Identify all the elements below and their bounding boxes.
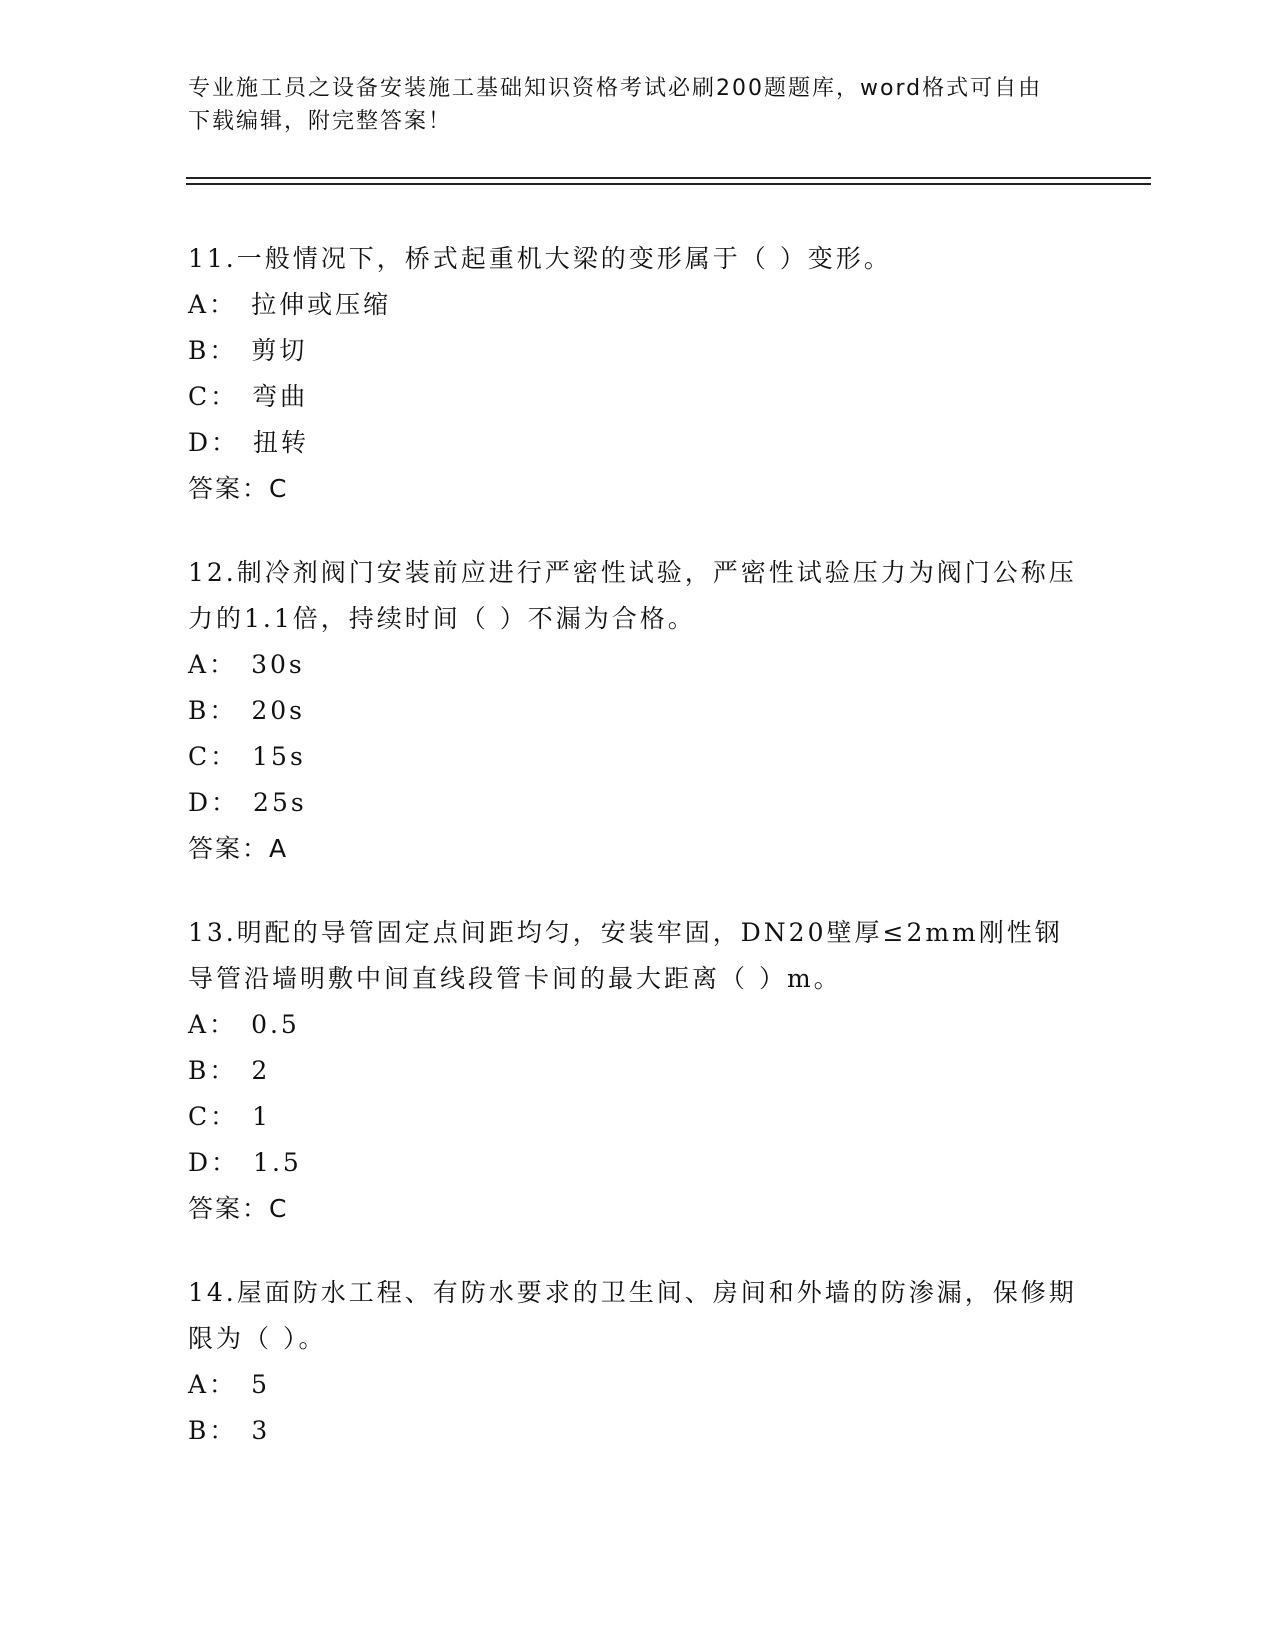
document-header xyxy=(188,72,1088,138)
question-list xyxy=(188,236,1088,1492)
answer-key: 答案：A xyxy=(188,834,289,863)
answer-option xyxy=(188,1048,1088,1094)
option-letter: C： xyxy=(188,742,239,771)
question-text: 14.屋面防水工程、有防水要求的卫生间、房间和外墙的防渗漏，保修期限为（ ）。 xyxy=(188,1278,1077,1353)
option-text: 扭转 xyxy=(253,428,310,457)
header-divider-bottom xyxy=(186,183,1151,185)
option-text: 1 xyxy=(252,1102,272,1131)
option-letter: B： xyxy=(188,1416,238,1445)
option-letter: B： xyxy=(188,1056,238,1085)
option-letter: C： xyxy=(188,382,239,411)
answer-option xyxy=(188,1408,1088,1454)
option-text: 剪切 xyxy=(251,336,308,365)
option-text: 5 xyxy=(251,1370,270,1399)
option-letter: A： xyxy=(188,1370,238,1399)
option-letter: C： xyxy=(188,1102,239,1131)
question-text: 12.制冷剂阀门安装前应进行严密性试验，严密性试验压力为阀门公称压力的1.1倍，持续时间（ ）不漏为合格。 xyxy=(188,558,1077,633)
answer-option xyxy=(188,328,1088,374)
answer-option xyxy=(188,1140,1088,1186)
answer-option xyxy=(188,1002,1088,1048)
answer-option xyxy=(188,642,1088,688)
option-letter: B： xyxy=(188,696,238,725)
question-block xyxy=(188,1270,1088,1454)
option-text: 1.5 xyxy=(253,1148,302,1177)
question-block xyxy=(188,550,1088,872)
answer-key: 答案：C xyxy=(188,474,289,503)
question-text: 13.明配的导管固定点间距均匀，安装牢固，DN20壁厚≤2mm刚性钢导管沿墙明敷中间直线段管卡间的最大距离（ ）m。 xyxy=(188,918,1063,993)
question-block xyxy=(188,910,1088,1232)
option-text: 20s xyxy=(251,696,306,725)
option-text: 拉伸或压缩 xyxy=(251,290,392,319)
answer-option xyxy=(188,374,1088,420)
header-line-1: 专业施工员之设备安装施工基础知识资格考试必刷200题题库，word格式可自由 xyxy=(188,76,1043,101)
answer-option xyxy=(188,420,1088,466)
option-text: 25s xyxy=(253,788,307,817)
option-letter: A： xyxy=(188,650,238,679)
answer-option xyxy=(188,780,1088,826)
option-letter: D： xyxy=(188,428,240,457)
option-letter: A： xyxy=(188,1010,238,1039)
answer-option xyxy=(188,734,1088,780)
answer-option xyxy=(188,282,1088,328)
answer-option xyxy=(188,1362,1088,1408)
option-text: 0.5 xyxy=(251,1010,300,1039)
option-letter: A： xyxy=(188,290,238,319)
question-text: 11.一般情况下，桥式起重机大梁的变形属于（ ）变形。 xyxy=(188,244,892,273)
answer-key: 答案：C xyxy=(188,1194,289,1223)
option-text: 15s xyxy=(252,742,306,771)
question-block xyxy=(188,236,1088,512)
header-line-2: 下载编辑，附完整答案！ xyxy=(188,109,453,134)
option-letter: B： xyxy=(188,336,238,365)
option-text: 2 xyxy=(251,1056,271,1085)
option-text: 3 xyxy=(251,1416,271,1445)
option-letter: D： xyxy=(188,788,240,817)
option-text: 弯曲 xyxy=(252,382,309,411)
header-divider-top xyxy=(186,177,1151,179)
option-letter: D： xyxy=(188,1148,240,1177)
answer-option xyxy=(188,1094,1088,1140)
answer-option xyxy=(188,688,1088,734)
option-text: 30s xyxy=(251,650,305,679)
